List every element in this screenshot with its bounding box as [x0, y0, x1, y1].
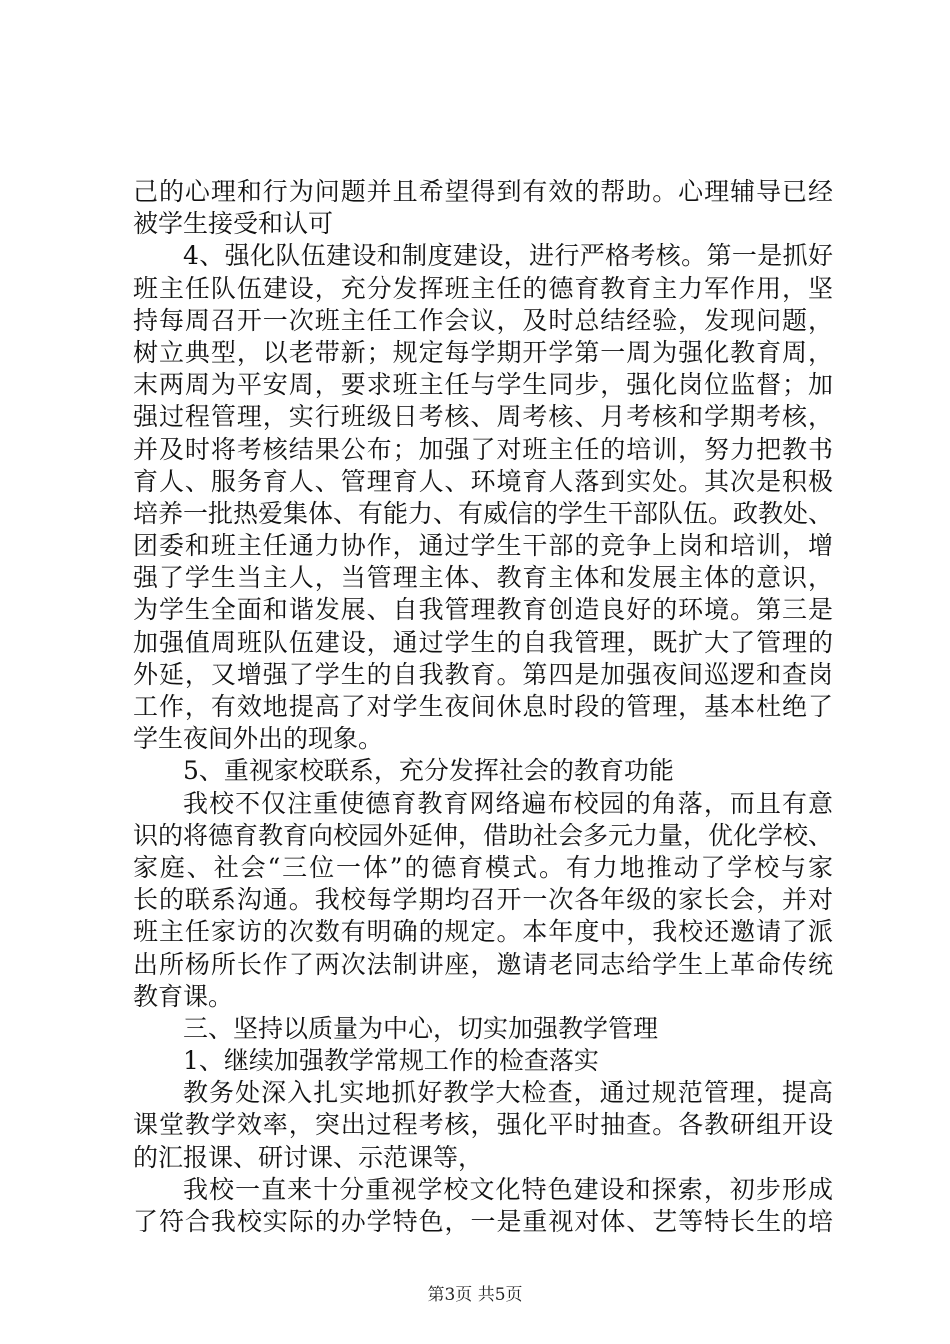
text-line: 强过程管理，实行班级日考核、周考核、月考核和学期考核，	[133, 402, 833, 432]
text-line: 三、坚持以质量为中心，切实加强教学管理	[183, 1013, 659, 1043]
text-line: 我校一直来十分重视学校文化特色建设和探索，初步形成	[183, 1174, 833, 1204]
text-line: 工作，有效地提高了对学生夜间休息时段的管理，基本杜绝了	[133, 692, 833, 721]
text-line: 强了学生当主人，当管理主体、教育主体和发展主体的意识，	[133, 563, 833, 593]
text-line: 培养一批热爱集体、有能力、有威信的学生干部队伍。政教处、	[133, 498, 834, 528]
text-line: 班主任队伍建设，充分发挥班主任的德育教育主力军作用，坚	[133, 273, 833, 303]
text-line: 教务处深入扎实地抓好教学大检查，通过规范管理，提高	[183, 1078, 833, 1108]
text-line: 为学生全面和谐发展、自我管理教育创造良好的环境。第三是	[133, 595, 833, 625]
text-line: 己的心理和行为问题并且希望得到有效的帮助。心理辅导已经	[133, 177, 833, 206]
text-line: 班主任家访的次数有明确的规定。本年度中，我校还邀请了派	[133, 917, 833, 947]
text-line: 教育课。	[133, 981, 234, 1011]
text-line: 加强值周班队伍建设，通过学生的自我管理，既扩大了管理的	[133, 627, 833, 657]
text-line: 的汇报课、研讨课、示范课等，	[133, 1142, 484, 1172]
text-line: 了符合我校实际的办学特色，一是重视对体、艺等特长生的培	[133, 1207, 833, 1236]
text-line: 1、继续加强教学常规工作的检查落实	[183, 1046, 599, 1076]
text-line: 5、重视家校联系，充分发挥社会的教育功能	[183, 756, 674, 786]
text-line: 团委和班主任通力协作，通过学生干部的竞争上岗和培训，增	[133, 531, 833, 561]
text-line: 树立典型，以老带新；规定每学期开学第一周为强化教育周，	[133, 337, 833, 367]
text-line: 家庭、社会“三位一体”的德育模式。有力地推动了学校与家	[133, 852, 833, 882]
text-line: 课堂教学效率，突出过程考核，强化平时抽查。各教研组开设	[133, 1110, 833, 1140]
text-line: 被学生接受和认可	[133, 209, 334, 239]
text-line: 持每周召开一次班主任工作会议，及时总结经验，发现问题，	[133, 305, 833, 335]
page-footer: 第3页 共5页	[427, 1285, 523, 1305]
text-line: 并及时将考核结果公布；加强了对班主任的培训，努力把教书	[133, 434, 833, 464]
text-line: 学生夜间外出的现象。	[133, 724, 384, 754]
text-line: 4、强化队伍建设和制度建设，进行严格考核。第一是抓好	[183, 241, 833, 271]
body-text	[133, 176, 833, 1238]
text-line: 出所杨所长作了两次法制讲座，邀请老同志给学生上革命传统	[133, 949, 833, 979]
text-line: 外延，又增强了学生的自我教育。第四是加强夜间巡逻和查岗	[133, 659, 833, 689]
text-line: 我校不仅注重使德育教育网络遍布校园的角落，而且有意	[183, 788, 833, 818]
text-line: 识的将德育教育向校园外延伸，借助社会多元力量，优化学校、	[133, 820, 834, 850]
text-line: 末两周为平安周，要求班主任与学生同步，强化岗位监督；加	[133, 370, 833, 400]
text-line: 育人、服务育人、管理育人、环境育人落到实处。其次是积极	[133, 466, 833, 496]
text-line: 长的联系沟通。我校每学期均召开一次各年级的家长会，并对	[133, 885, 833, 915]
